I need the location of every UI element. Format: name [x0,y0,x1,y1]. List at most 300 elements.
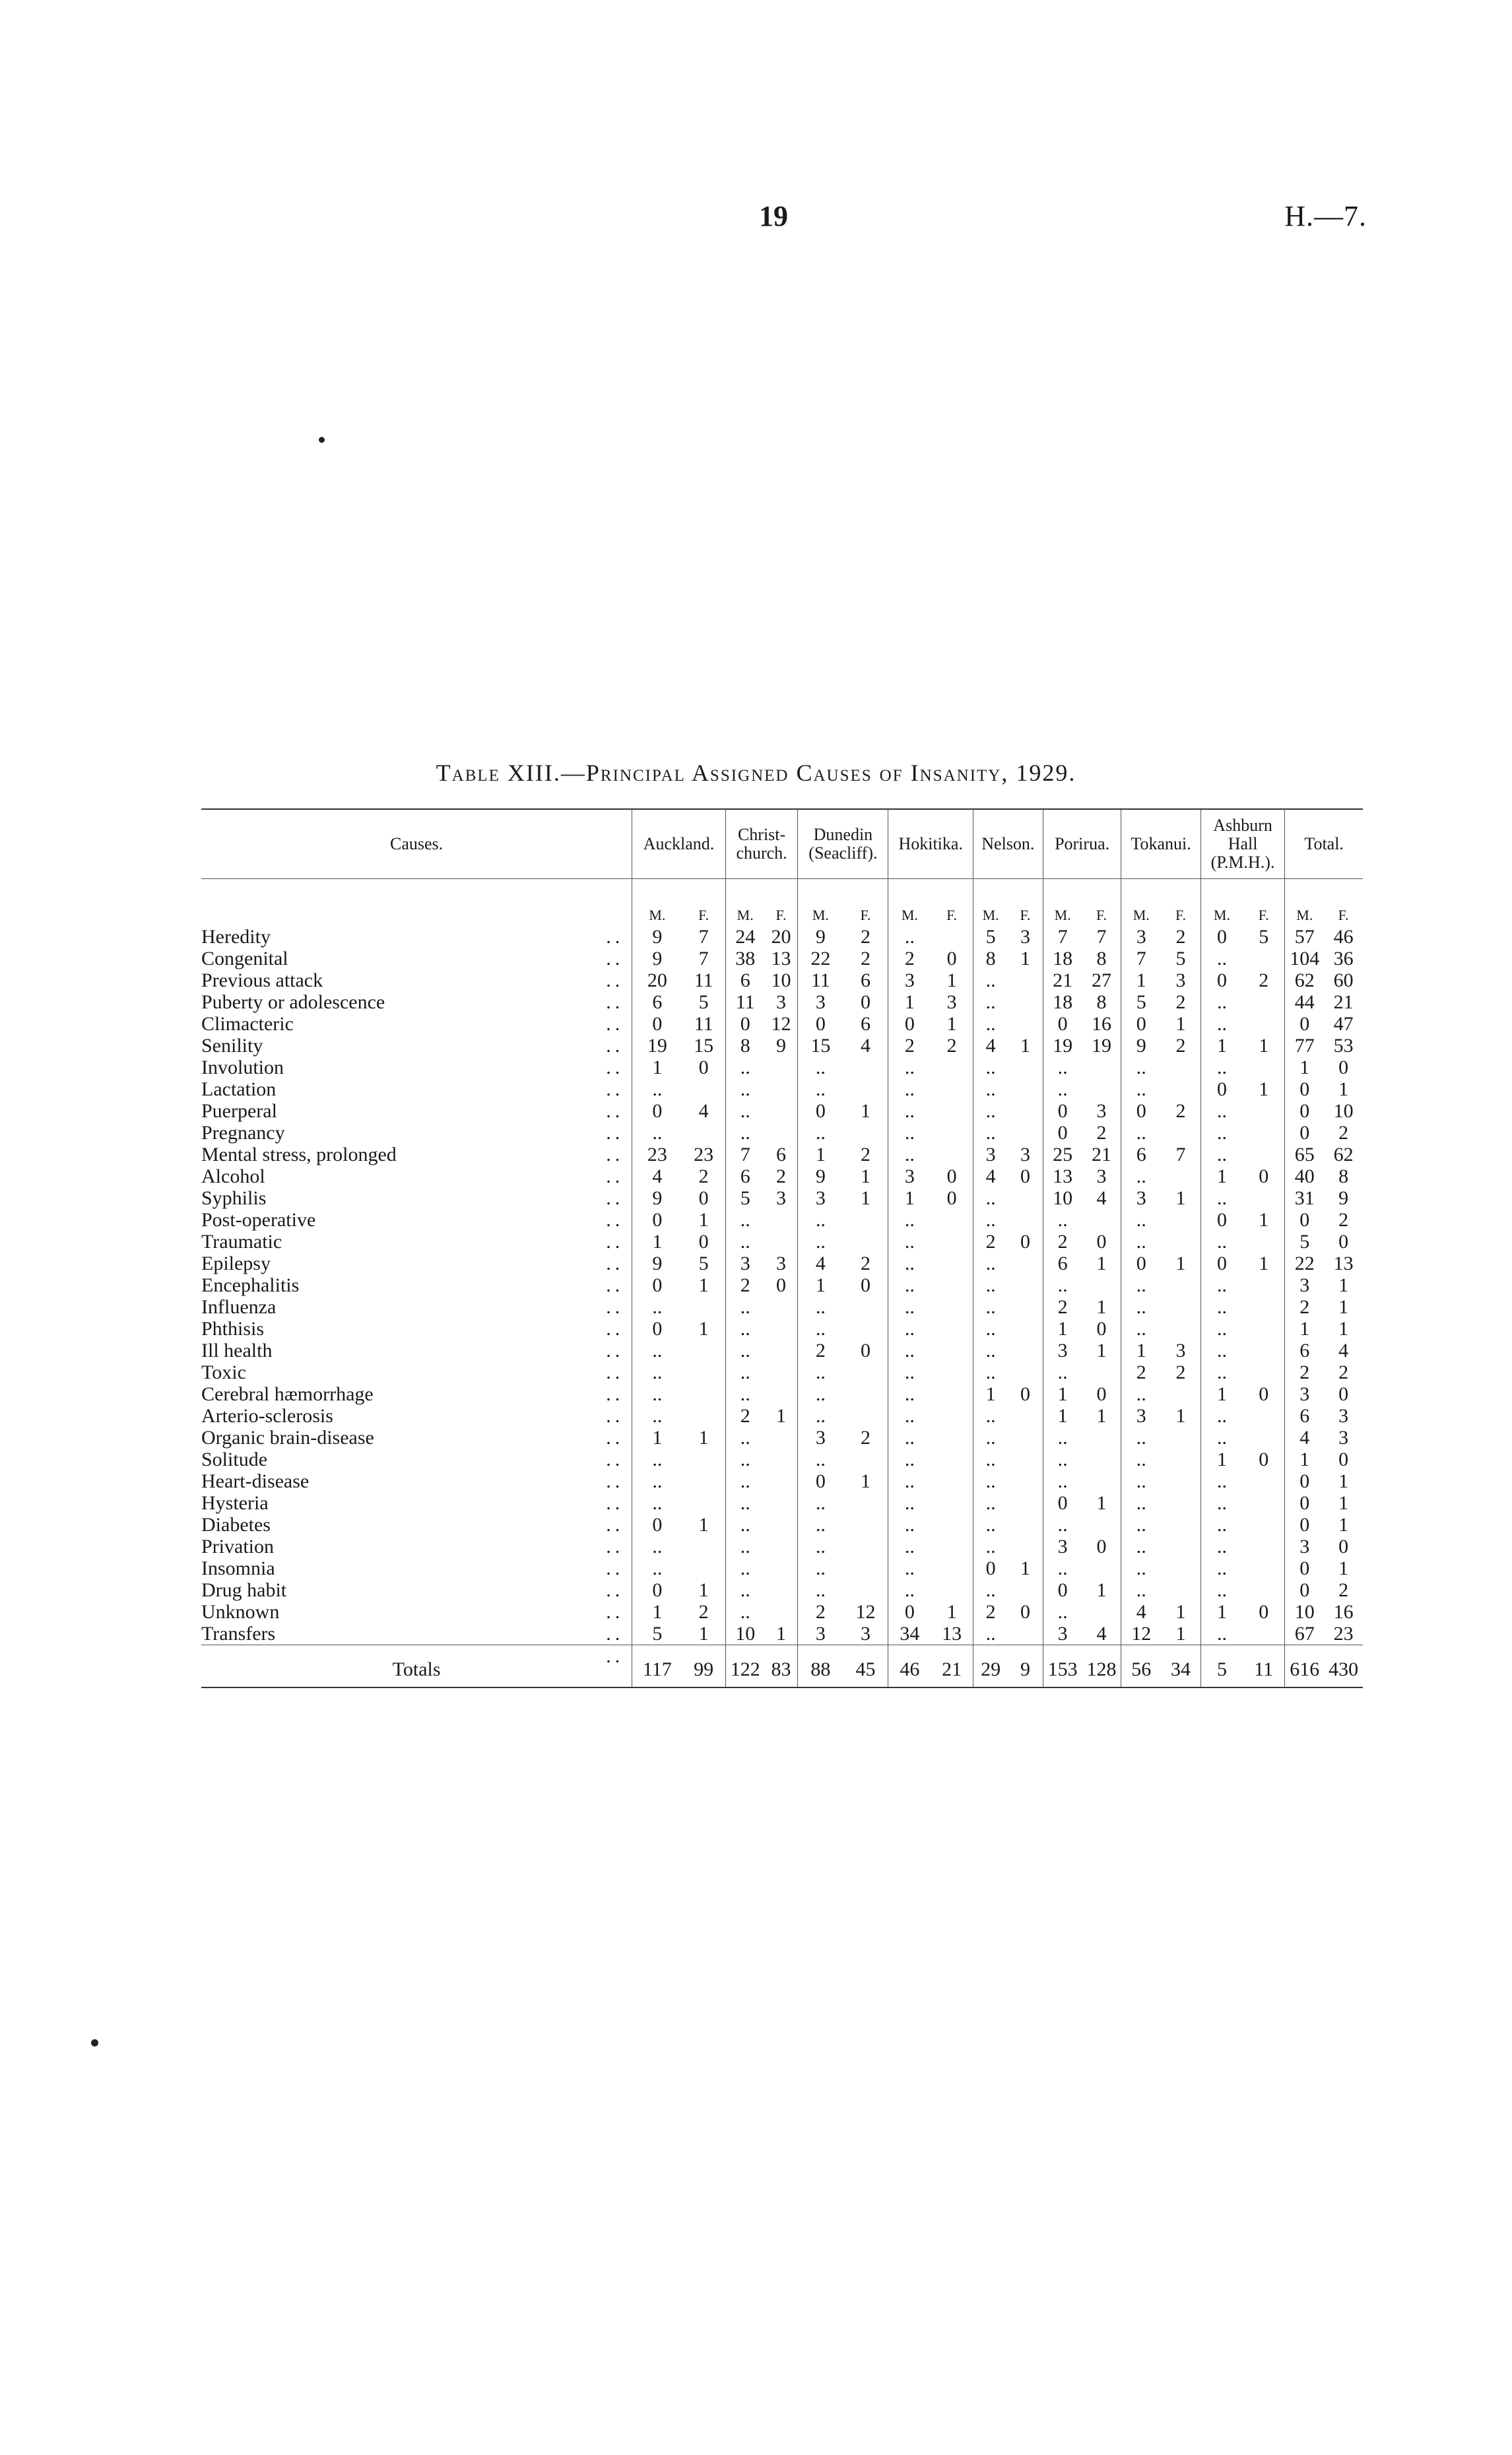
female-count [1161,1557,1200,1579]
male-count: 4 [1285,1427,1324,1449]
male-count: 0 [1285,1470,1324,1492]
female-count [1243,1579,1285,1601]
female-count [682,1078,726,1100]
male-count: .. [1043,1361,1082,1383]
male-count: .. [973,1013,1008,1035]
male-count: .. [973,1427,1008,1449]
female-count: 21 [1092,1144,1111,1165]
male-count: .. [973,1623,1008,1645]
dunedin-header: Dunedin (Seacliff). [798,809,888,879]
cause-label: Congenital .. [201,948,624,969]
female-count: 46 [1333,926,1354,948]
male-count: 4 [632,1165,682,1187]
table-row [201,1296,1363,1318]
male-count: .. [1121,1557,1161,1579]
female-count [931,1514,973,1536]
male-count: 2 [1285,1361,1324,1383]
female-count [1082,1427,1121,1449]
female-count: 5 [1259,926,1269,948]
male-count: .. [725,1601,764,1623]
male-total: 88 [798,1645,843,1688]
female-count: 1 [1175,1013,1186,1035]
porirua-header: Porirua. [1043,809,1121,879]
female-count [931,926,973,948]
male-count: .. [888,1078,931,1100]
female-count: 1 [1175,1601,1186,1623]
female-count: 1 [1096,1253,1107,1274]
male-count: 2 [798,1340,843,1361]
female-count [1161,1536,1200,1557]
female-count [765,1557,798,1579]
female-count: 8 [1338,1165,1349,1187]
female-count: 1 [1020,1035,1031,1057]
male-count: .. [1043,1449,1082,1470]
male-count: 7 [725,1144,764,1165]
table-title [0,759,1512,787]
cause-label: Previous attack .. [201,969,624,991]
male-count: .. [632,1536,682,1557]
female-count: 23 [1333,1623,1354,1645]
male-count: 10 [1043,1187,1082,1209]
male-count: .. [973,1492,1008,1514]
female-count: 1 [860,1165,871,1187]
table-row [201,1623,1363,1645]
female-count: 2 [1175,991,1186,1013]
male-count: .. [1121,1122,1161,1144]
male-count: .. [725,1296,764,1318]
male-count: 57 [1285,926,1324,948]
female-count: 3 [1175,1340,1186,1361]
male-count: .. [1200,991,1243,1013]
male-count: 1 [1200,1035,1243,1057]
male-count: .. [973,1514,1008,1536]
male-count: .. [888,1449,931,1470]
male-count: 0 [632,1514,682,1536]
female-count [1161,1579,1200,1601]
male-count: .. [1200,1231,1243,1253]
male-count: .. [632,1340,682,1361]
female-count: 60 [1333,969,1354,991]
male-count: 0 [1121,1100,1161,1122]
female-count: 2 [1338,1209,1349,1231]
cause-label: Toxic .. [201,1361,624,1383]
female-count: 2 [860,926,871,948]
male-count: 3 [798,1623,843,1645]
male-count: 4 [973,1165,1008,1187]
cause-label: Arterio-sclerosis .. [201,1405,624,1427]
female-total: 21 [931,1645,973,1688]
leader-dots: .. [606,1013,624,1035]
male-count: .. [973,1405,1008,1427]
male-count: 8 [973,948,1008,969]
female-count [843,1514,888,1536]
female-count [1243,1536,1285,1557]
male-count: .. [725,1122,764,1144]
table-row [201,1536,1363,1557]
leader-dots: .. [606,1057,624,1078]
female-count [1008,1536,1043,1557]
female-count: 1 [860,1187,871,1209]
table-row [201,1035,1363,1057]
male-subheader: M. [888,879,931,927]
female-count: 3 [1020,926,1031,948]
male-count: 0 [1285,1514,1324,1536]
female-count: 20 [771,926,791,948]
female-count: 7 [698,948,709,969]
female-count: 0 [698,1187,709,1209]
male-count: .. [888,1361,931,1383]
female-count [1161,1383,1200,1405]
female-count [765,1078,798,1100]
male-count: 3 [725,1253,764,1274]
table-row [201,1209,1363,1231]
leader-dots: .. [606,1122,624,1144]
female-count [1008,1579,1043,1601]
male-count: 0 [1285,1557,1324,1579]
female-count: 4 [1096,1623,1107,1645]
male-count: .. [888,1057,931,1078]
female-count [1243,991,1285,1013]
female-count [682,1383,726,1405]
cause-label: Post-operative .. [201,1209,624,1231]
female-count [843,1383,888,1405]
cause-label: Encephalitis .. [201,1274,624,1296]
male-count: .. [1200,948,1243,969]
female-total: 34 [1161,1645,1200,1688]
female-count: 5 [698,1253,709,1274]
male-count: 11 [798,969,843,991]
female-count: 9 [1338,1187,1349,1209]
leader-dots: .. [606,926,624,948]
male-count: 2 [973,1231,1008,1253]
male-count: 3 [1285,1274,1324,1296]
cause-label: Ill health .. [201,1340,624,1361]
female-count [1008,1623,1043,1645]
female-count [931,1536,973,1557]
table-row [201,1383,1363,1405]
female-count [1243,1427,1285,1449]
female-subheader: F. [698,907,709,923]
female-count [1008,1514,1043,1536]
female-subheader: F. [1258,907,1269,923]
male-count: 1 [1200,1165,1243,1187]
male-total: 5 [1200,1645,1243,1688]
male-subheader: M. [632,879,682,927]
female-count: 1 [698,1514,709,1536]
female-count: 3 [1096,1165,1107,1187]
male-count: 0 [632,1579,682,1601]
female-count [931,1144,973,1165]
female-count [765,1514,798,1536]
male-subheader: M. [973,879,1008,927]
male-count: .. [1121,1536,1161,1557]
male-count: 11 [725,991,764,1013]
female-count [1008,1470,1043,1492]
leader-dots: .. [606,1383,624,1405]
female-total: 9 [1008,1645,1043,1688]
female-count: 10 [771,969,791,991]
male-total: 117 [632,1645,682,1688]
male-count: .. [888,1557,931,1579]
leader-dots: .. [606,1253,624,1274]
female-count: 3 [1338,1405,1349,1427]
female-count: 1 [1338,1514,1349,1536]
male-count: 3 [1043,1340,1082,1361]
male-count: 0 [632,1100,682,1122]
female-count [1008,991,1043,1013]
female-count: 1 [775,1405,786,1427]
male-count: 1 [1043,1383,1082,1405]
female-count: 1 [698,1623,709,1645]
female-count [1161,1165,1200,1187]
female-count [1243,1100,1285,1122]
male-count: .. [632,1383,682,1405]
male-count: 2 [725,1274,764,1296]
female-count [682,1449,726,1470]
female-count [1008,1405,1043,1427]
female-count [1243,1122,1285,1144]
table-row [201,1449,1363,1470]
female-count [931,1579,973,1601]
male-count: .. [1200,1144,1243,1165]
male-count: 6 [1043,1253,1082,1274]
female-count: 0 [946,948,957,969]
female-count [1243,1340,1285,1361]
male-count: 9 [1121,1035,1161,1057]
female-count: 1 [1175,1623,1186,1645]
female-count: 4 [1096,1187,1107,1209]
female-count [1082,1078,1121,1100]
male-count: .. [1200,1296,1243,1318]
auckland-header: Auckland. [632,809,726,879]
male-count: 1 [1200,1449,1243,1470]
male-count: 9 [632,1187,682,1209]
female-subheader: F. [1175,907,1186,923]
female-count: 12 [771,1013,791,1035]
page-number: 19 [759,200,788,232]
male-subheader: M. [1285,879,1324,927]
female-count [765,1340,798,1361]
male-total: 616 [1285,1645,1324,1688]
male-count: .. [888,1209,931,1231]
female-count: 0 [1096,1383,1107,1405]
female-count: 0 [1020,1231,1031,1253]
male-count: .. [888,1318,931,1340]
table-row [201,1274,1363,1296]
female-count [1082,1514,1121,1536]
leader-dots: .. [606,1340,624,1361]
female-count [931,1209,973,1231]
male-count: .. [1043,1078,1082,1100]
leader-dots: .. [606,948,624,969]
female-count [843,1296,888,1318]
male-count: 0 [632,1274,682,1296]
female-count [682,1470,726,1492]
female-count: 1 [1259,1035,1269,1057]
female-count [931,1383,973,1405]
male-count: .. [1121,1274,1161,1296]
female-count: 1 [698,1579,709,1601]
female-count [1082,1470,1121,1492]
male-total: 29 [973,1645,1008,1688]
male-subheader: M. [798,879,843,927]
stray-ink-mark [319,437,325,443]
male-count: .. [798,1557,843,1579]
female-count: 2 [698,1165,709,1187]
female-count [1008,969,1043,991]
female-count [843,1405,888,1427]
nelson-header: Nelson. [973,809,1043,879]
male-count: 18 [1043,991,1082,1013]
male-count: .. [725,1318,764,1340]
female-count: 1 [698,1274,709,1296]
male-count: 2 [973,1601,1008,1623]
female-count: 62 [1333,1144,1354,1165]
female-count [765,1492,798,1514]
male-count: .. [1121,1383,1161,1405]
male-count: .. [973,969,1008,991]
female-count [1008,1100,1043,1122]
female-count [931,1340,973,1361]
male-count: .. [798,1318,843,1340]
male-count: 2 [1043,1296,1082,1318]
male-count: 22 [798,948,843,969]
female-count [1243,1231,1285,1253]
male-count: .. [1121,1470,1161,1492]
male-count: 15 [798,1035,843,1057]
male-count: 6 [725,969,764,991]
male-count: 0 [1200,1078,1243,1100]
female-count [1008,1492,1043,1514]
female-count [1243,1296,1285,1318]
table-row [201,1557,1363,1579]
male-count: 0 [1043,1492,1082,1514]
male-count: 0 [632,1318,682,1340]
female-count [1243,1057,1285,1078]
female-count: 0 [1338,1231,1349,1253]
leader-dots: .. [606,1361,624,1383]
cause-label: Puerperal .. [201,1100,624,1122]
female-count: 0 [860,1340,871,1361]
female-count [765,1601,798,1623]
leader-dots: .. [606,1318,624,1340]
cause-label: Alcohol .. [201,1165,624,1187]
female-count: 2 [1175,1100,1186,1122]
female-count: 13 [1333,1253,1354,1274]
male-count: 3 [888,969,931,991]
male-count: .. [632,1557,682,1579]
female-total: 83 [765,1645,798,1688]
male-count: .. [888,1405,931,1427]
table-row [201,1144,1363,1165]
male-count: .. [888,1296,931,1318]
male-count: 9 [632,926,682,948]
table-row [201,1057,1363,1078]
cause-label: Privation .. [201,1536,624,1557]
male-subheader: M. [725,879,764,927]
male-count: 3 [1285,1383,1324,1405]
female-count: 3 [775,1187,786,1209]
female-count [682,1492,726,1514]
female-count [1082,1557,1121,1579]
male-count: 1 [632,1427,682,1449]
female-count: 1 [698,1427,709,1449]
male-count: .. [973,1318,1008,1340]
male-count: .. [725,1209,764,1231]
male-count: .. [798,1579,843,1601]
leader-dots: .. [606,1645,624,1667]
male-count: 6 [1285,1405,1324,1427]
female-count: 12 [855,1601,876,1623]
male-count: .. [725,1361,764,1383]
male-count: .. [798,1383,843,1405]
male-count: .. [1121,1492,1161,1514]
female-count: 2 [1338,1361,1349,1383]
male-count: .. [1121,1078,1161,1100]
male-count: .. [1121,1427,1161,1449]
male-count: .. [1200,1318,1243,1340]
female-count [765,1536,798,1557]
female-count [682,1340,726,1361]
female-count [765,1122,798,1144]
female-count [843,1318,888,1340]
leader-dots: .. [606,1405,624,1427]
male-count: 1 [632,1057,682,1078]
female-count [1243,1557,1285,1579]
female-count: 1 [1338,1557,1349,1579]
female-count [1161,1296,1200,1318]
male-count: .. [888,1340,931,1361]
male-count: 31 [1285,1187,1324,1209]
female-count: 0 [698,1057,709,1078]
male-count: 6 [1285,1340,1324,1361]
female-count: 4 [860,1035,871,1057]
female-count [931,1427,973,1449]
male-count: .. [888,1536,931,1557]
female-count: 4 [698,1100,709,1122]
female-count: 2 [860,1427,871,1449]
female-count [1161,1470,1200,1492]
male-count: .. [798,1536,843,1557]
male-count: .. [973,1253,1008,1274]
female-count [931,1122,973,1144]
male-count: 2 [725,1405,764,1427]
female-count [931,1557,973,1579]
male-count: .. [973,1340,1008,1361]
male-count: 0 [1285,1579,1324,1601]
male-count: 1 [1121,1340,1161,1361]
leader-dots: .. [606,1231,624,1253]
female-subheader: F. [1096,907,1107,923]
female-count [1161,1209,1200,1231]
female-count: 27 [1092,969,1111,991]
male-count: 1 [632,1601,682,1623]
female-count [1008,1340,1043,1361]
leader-dots: .. [606,1165,624,1187]
male-count: .. [973,1274,1008,1296]
female-count [1008,1449,1043,1470]
female-count: 1 [1175,1253,1186,1274]
male-count: 44 [1285,991,1324,1013]
male-count: .. [973,1449,1008,1470]
female-count: 0 [1338,1383,1349,1405]
female-count [843,1536,888,1557]
male-count: 0 [888,1601,931,1623]
cause-label: Lactation .. [201,1078,624,1100]
male-count: .. [798,1209,843,1231]
female-count [931,1078,973,1100]
male-count: 5 [725,1187,764,1209]
